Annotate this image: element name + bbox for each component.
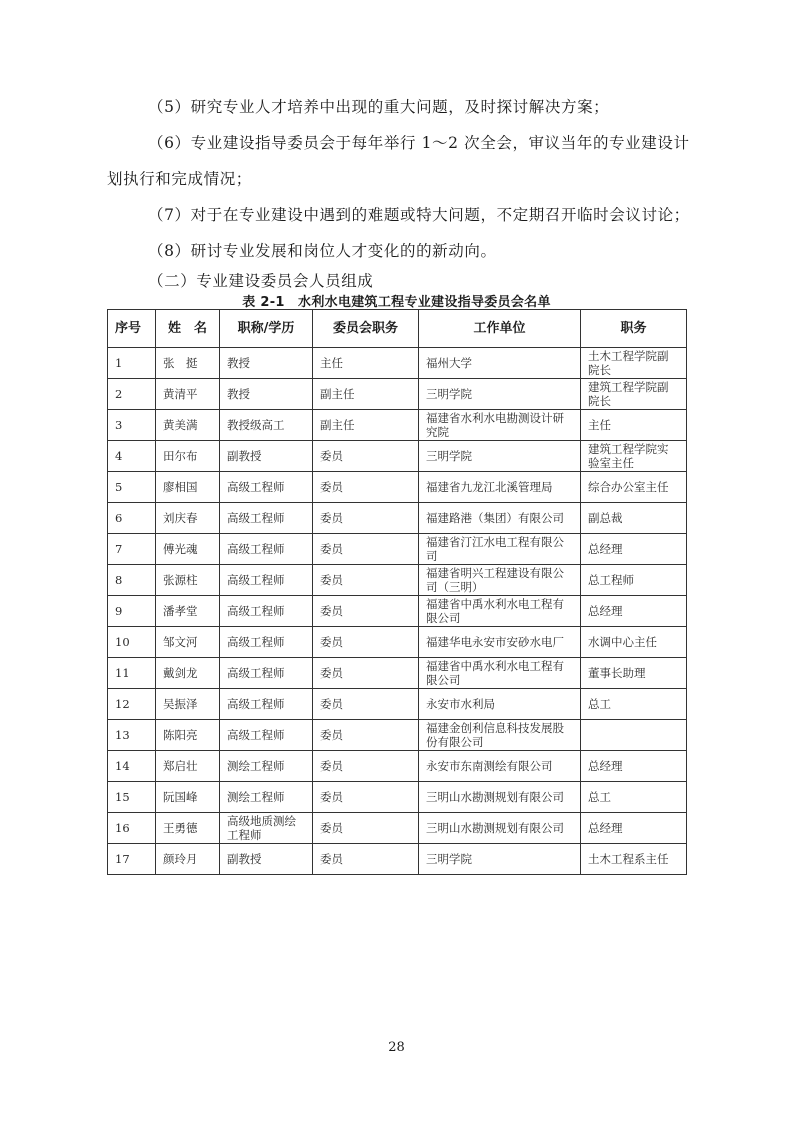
cell-committee-role: 主任: [313, 348, 419, 379]
cell-name: 廖相国: [156, 472, 220, 503]
cell-committee-role: 副主任: [313, 379, 419, 410]
cell-index: 17: [108, 844, 156, 875]
cell-position: 董事长助理: [581, 658, 687, 689]
cell-position: [581, 720, 687, 751]
cell-name: 张源柱: [156, 565, 220, 596]
cell-index: 5: [108, 472, 156, 503]
paragraph-5: （5）研究专业人才培养中出现的重大问题，及时探讨解决方案；: [148, 98, 610, 116]
table-row: [108, 472, 687, 503]
cell-title: 高级工程师: [220, 472, 313, 503]
table-caption: 表 2-1 水利水电建筑工程专业建设指导委员会名单: [242, 295, 551, 310]
cell-name: 傅光魂: [156, 534, 220, 565]
cell-name: 颜玲月: [156, 844, 220, 875]
table-row: [108, 751, 687, 782]
cell-committee-role: 委员: [313, 627, 419, 658]
cell-position: 建筑工程学院副院长: [581, 379, 687, 410]
cell-position: 水调中心主任: [581, 627, 687, 658]
cell-index: 8: [108, 565, 156, 596]
paragraph-7: （7）对于在专业建设中遇到的难题或特大问题，不定期召开临时会议讨论；: [148, 206, 690, 224]
cell-title: 高级地质测绘工程师: [220, 813, 313, 844]
table-row: [108, 565, 687, 596]
cell-committee-role: 副主任: [313, 410, 419, 441]
cell-employer: 福建金创利信息科技发展股份有限公司: [419, 720, 581, 751]
table-row: [108, 379, 687, 410]
table-row: [108, 627, 687, 658]
cell-title: 高级工程师: [220, 720, 313, 751]
cell-title: 高级工程师: [220, 627, 313, 658]
cell-position: 主任: [581, 410, 687, 441]
cell-name: 吴振泽: [156, 689, 220, 720]
cell-name: 黄美满: [156, 410, 220, 441]
cell-name: 阮国峰: [156, 782, 220, 813]
cell-index: 10: [108, 627, 156, 658]
cell-employer: 福建省汀江水电工程有限公司: [419, 534, 581, 565]
cell-index: 15: [108, 782, 156, 813]
cell-committee-role: 委员: [313, 503, 419, 534]
cell-employer: 福建省九龙江北溪管理局: [419, 472, 581, 503]
table-row: [108, 410, 687, 441]
header-position: 职务: [581, 310, 687, 348]
cell-title: 教授: [220, 348, 313, 379]
cell-title: 高级工程师: [220, 565, 313, 596]
cell-committee-role: 委员: [313, 813, 419, 844]
table-row: [108, 596, 687, 627]
cell-name: 郑启壮: [156, 751, 220, 782]
cell-position: 土木工程学院副院长: [581, 348, 687, 379]
cell-title: 副教授: [220, 441, 313, 472]
table-row: [108, 503, 687, 534]
cell-position: 总经理: [581, 596, 687, 627]
cell-employer: 永安市东南测绘有限公司: [419, 751, 581, 782]
cell-index: 1: [108, 348, 156, 379]
section-heading: （二）专业建设委员会人员组成: [148, 272, 374, 290]
cell-employer: 福建省中禹水利水电工程有限公司: [419, 596, 581, 627]
cell-name: 田尔布: [156, 441, 220, 472]
cell-title: 副教授: [220, 844, 313, 875]
cell-committee-role: 委员: [313, 844, 419, 875]
cell-committee-role: 委员: [313, 596, 419, 627]
table-row: [108, 782, 687, 813]
cell-committee-role: 委员: [313, 534, 419, 565]
cell-employer: 三明学院: [419, 844, 581, 875]
cell-title: 高级工程师: [220, 596, 313, 627]
cell-index: 4: [108, 441, 156, 472]
table-row: [108, 720, 687, 751]
header-employer: 工作单位: [419, 310, 581, 348]
cell-index: 12: [108, 689, 156, 720]
cell-committee-role: 委员: [313, 441, 419, 472]
cell-employer: 福州大学: [419, 348, 581, 379]
cell-position: 副总裁: [581, 503, 687, 534]
cell-title: 教授: [220, 379, 313, 410]
paragraph-8: （8）研讨专业发展和岗位人才变化的的新动向。: [148, 242, 497, 260]
cell-title: 测绘工程师: [220, 782, 313, 813]
table-body: [108, 348, 687, 875]
table-row: [108, 348, 687, 379]
table-row: [108, 813, 687, 844]
cell-index: 6: [108, 503, 156, 534]
cell-title: 教授级高工: [220, 410, 313, 441]
cell-employer: 三明学院: [419, 379, 581, 410]
cell-employer: 三明山水勘测规划有限公司: [419, 782, 581, 813]
cell-position: 总工: [581, 782, 687, 813]
cell-name: 王勇德: [156, 813, 220, 844]
cell-committee-role: 委员: [313, 658, 419, 689]
table-row: [108, 844, 687, 875]
paragraph-6-continued: 划执行和完成情况；: [107, 170, 252, 188]
cell-position: 总经理: [581, 534, 687, 565]
cell-title: 高级工程师: [220, 658, 313, 689]
cell-name: 张 挺: [156, 348, 220, 379]
cell-committee-role: 委员: [313, 472, 419, 503]
table-row: [108, 658, 687, 689]
header-title: 职称/学历: [220, 310, 313, 348]
table-row: [108, 689, 687, 720]
cell-name: 黄清平: [156, 379, 220, 410]
cell-employer: 福建省中禹水利水电工程有限公司: [419, 658, 581, 689]
cell-position: 建筑工程学院实验室主任: [581, 441, 687, 472]
cell-position: 总经理: [581, 751, 687, 782]
page-number: 28: [388, 1040, 405, 1055]
cell-title: 测绘工程师: [220, 751, 313, 782]
cell-index: 11: [108, 658, 156, 689]
cell-index: 14: [108, 751, 156, 782]
cell-name: 陈阳亮: [156, 720, 220, 751]
cell-committee-role: 委员: [313, 782, 419, 813]
cell-position: 总工程师: [581, 565, 687, 596]
cell-position: 土木工程系主任: [581, 844, 687, 875]
cell-name: 邹文河: [156, 627, 220, 658]
cell-position: 总工: [581, 689, 687, 720]
cell-position: 综合办公室主任: [581, 472, 687, 503]
header-committee-role: 委员会职务: [313, 310, 419, 348]
cell-committee-role: 委员: [313, 751, 419, 782]
paragraph-6: （6）专业建设指导委员会于每年举行 1～2 次全会，审议当年的专业建设计: [148, 134, 690, 152]
table-row: [108, 441, 687, 472]
cell-employer: 福建路港（集团）有限公司: [419, 503, 581, 534]
cell-index: 7: [108, 534, 156, 565]
cell-title: 高级工程师: [220, 534, 313, 565]
header-index: 序号: [108, 310, 156, 348]
cell-index: 2: [108, 379, 156, 410]
cell-employer: 福建华电永安市安砂水电厂: [419, 627, 581, 658]
cell-title: 高级工程师: [220, 689, 313, 720]
cell-employer: 三明山水勘测规划有限公司: [419, 813, 581, 844]
cell-committee-role: 委员: [313, 565, 419, 596]
cell-index: 16: [108, 813, 156, 844]
cell-index: 9: [108, 596, 156, 627]
committee-table: [107, 309, 687, 875]
table-row: [108, 534, 687, 565]
header-name: 姓 名: [156, 310, 220, 348]
table-header-row: [108, 310, 687, 348]
cell-committee-role: 委员: [313, 689, 419, 720]
cell-employer: 福建省明兴工程建设有限公司（三明）: [419, 565, 581, 596]
cell-committee-role: 委员: [313, 720, 419, 751]
cell-employer: 永安市水利局: [419, 689, 581, 720]
cell-index: 13: [108, 720, 156, 751]
cell-employer: 福建省水利水电勘测设计研究院: [419, 410, 581, 441]
cell-name: 刘庆春: [156, 503, 220, 534]
cell-name: 戴剑龙: [156, 658, 220, 689]
cell-position: 总经理: [581, 813, 687, 844]
cell-employer: 三明学院: [419, 441, 581, 472]
cell-index: 3: [108, 410, 156, 441]
cell-title: 高级工程师: [220, 503, 313, 534]
cell-name: 潘孝堂: [156, 596, 220, 627]
